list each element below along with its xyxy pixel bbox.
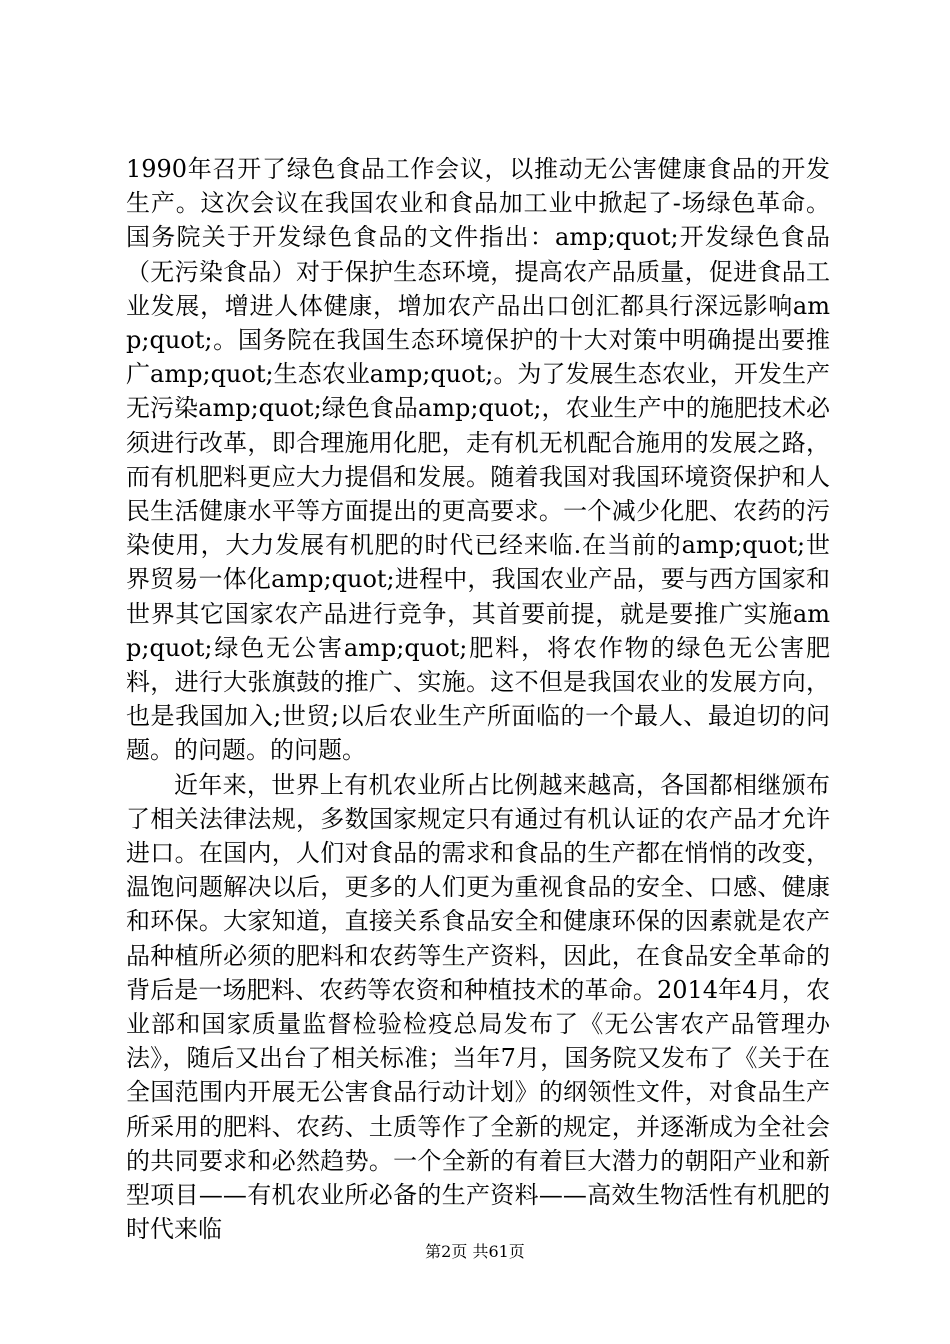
paragraph-1: 1990年召开了绿色食品工作会议，以推动无公害健康食品的开发生产。这次会议在我国农业和食品加工业中掀起了-场绿色革命。国务院关于开发绿色食品的文件指出：amp;quot;开发绿色食品（无污染食品）对于保护生态环境，提高农产品质量，促进食品工业发展，增进人体健康，增加农产品出口创汇都具行深远影响amp;quot;。国务院在我国生态环境保护的十大对策中明确提出要推广amp;quot;生态农业amp;quot;。为了发展生态农业，开发生产无污染amp;quot;绿色食品amp;quot;，农业生产中的施肥技术必须进行改革，即合理施用化肥，走有机无机配合施用的发展之路，而有机肥料更应大力提倡和发展。随着我国对我国环境资保护和人民生活健康水平等方面提出的更高要求。一个减少化肥、农药的污染使用，大力发展有机肥的时代已经来临.在当前的amp;quot;世界贸易一体化amp;quot;进程中，我国农业产品，要与西方国家和世界其它国家农产品进行竞争，其首要前提，就是要推广实施amp;quot;绿色无公害amp;quot;肥料，将农作物的绿色无公害肥料，进行大张旗鼓的推广、实施。这不但是我国农业的发展方向，也是我国加入;世贸;以后农业生产所面临的一个最人、最迫切的问题。的问题。的问题。 [126,155,830,765]
paragraph-2: 近年来，世界上有机农业所占比例越来越高，各国都相继颁布了相关法律法规，多数国家规定只有通过有机认证的农产品才允许进口。在国内，人们对食品的需求和食品的生产都在悄悄的改变，温饱问题解决以后，更多的人们更为重视食品的安全、口感、健康和环保。大家知道，直接关系食品安全和健康环保的因素就是农产品种植所必须的肥料和农药等生产资料，因此，在食品安全革命的背后是一场肥料、农药等农资和种植技术的革命。2014年4月，农业部和国家质量监督检验检疫总局发布了《无公害农产品管理办法》，随后又出台了相关标准；当年7月，国务院又发布了《关于在全国范围内开展无公害食品行动计划》的纲领性文件，对食品生产所采用的肥料、农药、土质等作了全新的规定，并逐渐成为全社会的共同要求和必然趋势。一个全新的有着巨大潜力的朝阳产业和新型项目——有机农业所必备的生产资料——高效生物活性有机肥的时代来临 [126,770,830,1244]
page-footer: 第2页 共61页 [425,1242,525,1261]
document-body [126,152,830,1247]
